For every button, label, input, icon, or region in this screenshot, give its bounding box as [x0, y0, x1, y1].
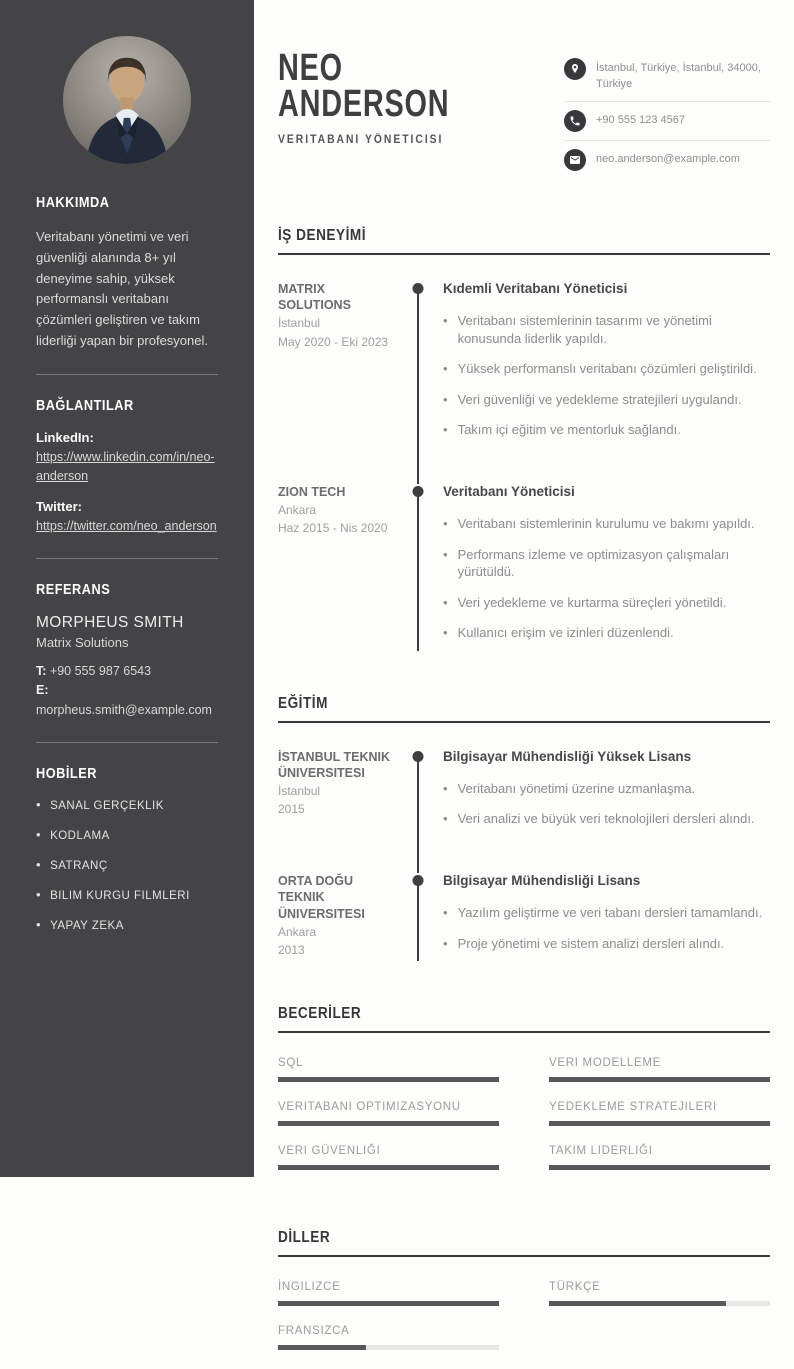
education-heading: EĞİTİM: [278, 694, 328, 712]
social-link-url[interactable]: https://twitter.com/neo_anderson: [36, 519, 217, 534]
bullet-item: [443, 515, 770, 533]
bullet-icon: •: [36, 857, 42, 873]
bullet-icon: •: [443, 313, 448, 329]
skill-label: TAKIM LIDERLIĞI: [549, 1145, 653, 1158]
timeline-entry: [278, 873, 770, 965]
bullet-icon: •: [443, 935, 448, 951]
hobby-item: [36, 798, 218, 812]
skill-bar-track: [278, 1165, 499, 1170]
hobby-item: [36, 918, 218, 932]
reference-heading: REFERANS: [36, 581, 111, 599]
bullet-item: [443, 360, 770, 378]
entry-bullet-list: [443, 780, 770, 828]
contact-block: [564, 50, 770, 187]
education-entries: [278, 723, 770, 966]
skill-item: [549, 1145, 770, 1170]
contact-location: İstanbul, Türkiye, İstanbul, 34000, Türkiye: [596, 62, 761, 90]
hobby-item: [36, 828, 218, 842]
skill-item: [278, 1101, 499, 1126]
entry-title: Bilgisayar Mühendisliği Yüksek Lisans: [443, 748, 692, 764]
hobby-list: [36, 798, 218, 932]
skill-bar-track: [278, 1121, 499, 1126]
last-name: ANDERSON: [278, 83, 450, 126]
contact-email-row: [564, 149, 770, 179]
skill-item: [278, 1145, 499, 1170]
skill-bar-fill: [278, 1345, 366, 1350]
experience-entries: [278, 255, 770, 655]
skill-bar-fill: [278, 1301, 499, 1306]
about-heading: HAKKIMDA: [36, 194, 110, 211]
social-link-label: Twitter:: [36, 499, 82, 515]
hobby-label: YAPAY ZEKA: [50, 920, 124, 933]
skill-bar-fill: [549, 1165, 770, 1170]
skill-bar-track: [549, 1301, 770, 1306]
experience-heading-rule: [278, 227, 770, 255]
languages-heading-rule: [278, 1229, 770, 1257]
reference-email-label: E:: [36, 683, 49, 698]
bullet-icon: •: [443, 515, 448, 531]
entry-dates: May 2020 - Eki 2023: [278, 334, 389, 349]
bullet-icon: •: [36, 827, 42, 843]
bullet-icon: •: [443, 546, 448, 562]
entry-meta: [278, 873, 405, 965]
bullet-icon: •: [443, 422, 448, 438]
skills-heading: BECERİLER: [278, 1005, 362, 1023]
bullet-text: Yüksek performanslı veritabanı çözümleri geliştirildi.: [457, 361, 757, 377]
organization-location: Ankara: [278, 503, 317, 518]
timeline-marker: [405, 484, 431, 655]
social-link: [36, 499, 218, 536]
job-title: VERITABANI YÖNETICISI: [278, 134, 444, 147]
bullet-text: Takım içi eğitim ve mentorluk sağlandı.: [457, 422, 681, 438]
hobbies-section: [36, 765, 218, 932]
phone-icon: [564, 110, 586, 132]
timeline-entry: [278, 281, 770, 452]
entry-body: [431, 749, 770, 841]
entry-dates: Haz 2015 - Nis 2020: [278, 521, 388, 536]
entry-bullet-list: [443, 904, 770, 952]
bullet-icon: •: [443, 780, 448, 796]
hobbies-heading: HOBİLER: [36, 765, 97, 783]
entry-meta: [278, 749, 405, 841]
bullet-text: Veri yedekleme ve kurtarma süreçleri yönetildi.: [457, 594, 727, 610]
bullet-text: Veri güvenliği ve yedekleme stratejileri uygulandı.: [457, 391, 742, 407]
skill-bar-fill: [549, 1121, 770, 1126]
skills-grid: [278, 1033, 770, 1189]
reference-name: MORPHEUS SMITH: [36, 614, 184, 632]
entry-title: Kıdemli Veritabanı Yöneticisi: [443, 280, 628, 296]
skill-bar-track: [549, 1121, 770, 1126]
about-section: [36, 194, 218, 352]
skill-item: [549, 1101, 770, 1126]
bullet-item: [443, 935, 770, 953]
timeline-entry: [278, 749, 770, 841]
bullet-icon: •: [443, 625, 448, 641]
bullet-item: [443, 594, 770, 612]
skill-item: [278, 1057, 499, 1082]
skills-section: [278, 1005, 770, 1189]
bullet-item: [443, 904, 770, 922]
skill-item: [278, 1325, 499, 1350]
skill-label: FRANSIZCA: [278, 1325, 350, 1338]
header: [278, 0, 770, 187]
sidebar: [0, 0, 254, 1177]
bullet-text: Kullanıcı erişim ve izinleri düzenlendi.: [457, 625, 674, 641]
skill-label: İNGILIZCE: [278, 1281, 341, 1294]
bullet-icon: •: [36, 887, 42, 903]
entry-title: Bilgisayar Mühendisliği Lisans: [443, 873, 641, 888]
bullet-item: [443, 780, 770, 798]
experience-heading: İŞ DENEYİMİ: [278, 226, 366, 244]
reference-section: [36, 581, 218, 720]
bullet-text: Veritabanı sistemlerinin tasarımı ve yönetimi konusunda liderlik yapıldı.: [457, 313, 712, 346]
organization-name: İSTANBUL TEKNIK ÜNIVERSITESI: [278, 749, 391, 780]
bullet-text: Veri analizi ve büyük veri teknolojileri dersleri alındı.: [457, 811, 755, 827]
bullet-text: Yazılım geliştirme ve veri tabanı dersleri tamamlandı.: [457, 905, 763, 921]
sidebar-divider: [36, 742, 218, 743]
social-link-url[interactable]: https://www.linkedin.com/in/neo-anderson: [36, 449, 215, 483]
bullet-text: Proje yönetimi ve sistem analizi dersleri alındı.: [457, 935, 725, 951]
skill-label: VERI MODELLEME: [549, 1057, 662, 1070]
bullet-item: [443, 391, 770, 409]
bullet-text: Performans izleme ve optimizasyon çalışmaları yürütüldü.: [457, 546, 730, 580]
hobby-label: BILIM KURGU FILMLERI: [50, 890, 190, 903]
main-content: [254, 0, 794, 1369]
entry-body: [431, 281, 770, 452]
contact-phone-row: [564, 110, 770, 141]
bullet-item: [443, 624, 770, 642]
entry-body: [431, 484, 770, 655]
skill-item: [549, 1281, 770, 1306]
reference-phone: T: +90 555 987 6543: [36, 664, 152, 679]
contact-email: neo.anderson@example.com: [596, 152, 740, 165]
entry-title: Veritabanı Yöneticisi: [443, 483, 575, 499]
reference-email: E: morpheus.smith@example.com: [36, 683, 212, 717]
skill-label: VERITABANI OPTIMIZASYONU: [278, 1101, 461, 1114]
education-heading-rule: [278, 695, 770, 723]
entry-bullet-list: [443, 312, 770, 439]
skill-label: YEDEKLEME STRATEJILERI: [549, 1101, 717, 1114]
social-link-label: LinkedIn:: [36, 429, 94, 445]
bullet-text: Veritabanı sistemlerinin kurulumu ve bakımı yapıldı.: [457, 515, 755, 531]
skills-heading-rule: [278, 1005, 770, 1033]
bullet-item: [443, 810, 770, 828]
bullet-icon: •: [443, 361, 448, 377]
sidebar-divider: [36, 374, 218, 375]
links-section: [36, 397, 218, 536]
bullet-text: Veritabanı yönetimi üzerine uzmanlaşma.: [457, 780, 696, 796]
bullet-icon: •: [36, 917, 42, 933]
contact-location-row: [564, 58, 770, 102]
bullet-item: [443, 421, 770, 439]
bullet-icon: •: [443, 391, 448, 407]
contact-phone: +90 555 123 4567: [596, 113, 686, 126]
links-heading: BAĞLANTILAR: [36, 396, 134, 414]
skill-bar-track: [278, 1077, 499, 1082]
skill-bar-track: [278, 1345, 499, 1350]
organization-location: İstanbul: [278, 784, 321, 799]
timeline-marker: [405, 281, 431, 452]
bullet-item: [443, 312, 770, 347]
education-section: [278, 695, 770, 966]
skill-label: SQL: [278, 1057, 304, 1070]
timeline-marker: [405, 873, 431, 965]
organization-name: ORTA DOĞU TEKNIK ÜNIVERSITESI: [278, 874, 365, 921]
reference-phone-label: T:: [36, 664, 47, 679]
first-name: NEO: [278, 47, 343, 89]
bullet-item: [443, 546, 770, 581]
hobby-label: KODLAMA: [50, 830, 110, 843]
entry-meta: [278, 281, 405, 452]
timeline-dot-icon: [413, 486, 424, 497]
bullet-icon: •: [443, 811, 448, 827]
languages-grid: [278, 1257, 770, 1369]
languages-section: [278, 1229, 770, 1369]
person-name: [278, 47, 450, 126]
skill-bar-track: [549, 1165, 770, 1170]
skill-bar-track: [549, 1077, 770, 1082]
skill-bar-fill: [549, 1077, 770, 1082]
skill-item: [278, 1281, 499, 1306]
timeline-dot-icon: [413, 751, 424, 762]
entry-body: [431, 873, 770, 965]
skill-bar-track: [278, 1301, 499, 1306]
sidebar-divider: [36, 558, 218, 559]
hobby-label: SANAL GERÇEKLIK: [50, 800, 164, 813]
organization-name: ZION TECH: [278, 484, 346, 499]
entry-dates: 2013: [278, 942, 305, 957]
social-link: [36, 430, 218, 486]
skill-bar-fill: [278, 1121, 499, 1126]
skill-item: [549, 1057, 770, 1082]
organization-location: İstanbul: [278, 316, 321, 331]
reference-company: Matrix Solutions: [36, 635, 129, 651]
timeline-entry: [278, 484, 770, 655]
hobby-item: [36, 858, 218, 872]
email-icon: [564, 149, 586, 171]
entry-bullet-list: [443, 515, 770, 642]
skill-bar-fill: [549, 1301, 726, 1306]
entry-meta: [278, 484, 405, 655]
entry-dates: 2015: [278, 802, 305, 817]
person-portrait-icon: [63, 36, 191, 164]
name-block: [278, 47, 503, 187]
skill-label: VERI GÜVENLIĞI: [278, 1145, 381, 1158]
languages-heading: DİLLER: [278, 1229, 331, 1247]
profile-photo: [63, 36, 191, 164]
skill-bar-fill: [278, 1165, 499, 1170]
hobby-label: SATRANÇ: [50, 860, 108, 873]
links-list: [36, 430, 218, 536]
experience-section: [278, 227, 770, 655]
timeline-marker: [405, 749, 431, 841]
bullet-icon: •: [443, 594, 448, 610]
location-pin-icon: [564, 58, 586, 80]
skill-label: TÜRKÇE: [549, 1281, 601, 1294]
organization-name: MATRIX SOLUTIONS: [278, 281, 351, 313]
timeline-dot-icon: [413, 875, 424, 886]
about-text: Veritabanı yönetimi ve veri güvenliği alanında 8+ yıl deneyime sahip, yüksek performanslı veritabanı çözümleri geliştiren ve takım liderliği yapan bir profesyonel.: [36, 229, 208, 348]
bullet-icon: •: [443, 905, 448, 921]
organization-location: Ankara: [278, 924, 317, 939]
hobby-item: [36, 888, 218, 902]
skill-bar-fill: [278, 1077, 499, 1082]
timeline-dot-icon: [413, 283, 424, 294]
bullet-icon: •: [36, 797, 42, 813]
